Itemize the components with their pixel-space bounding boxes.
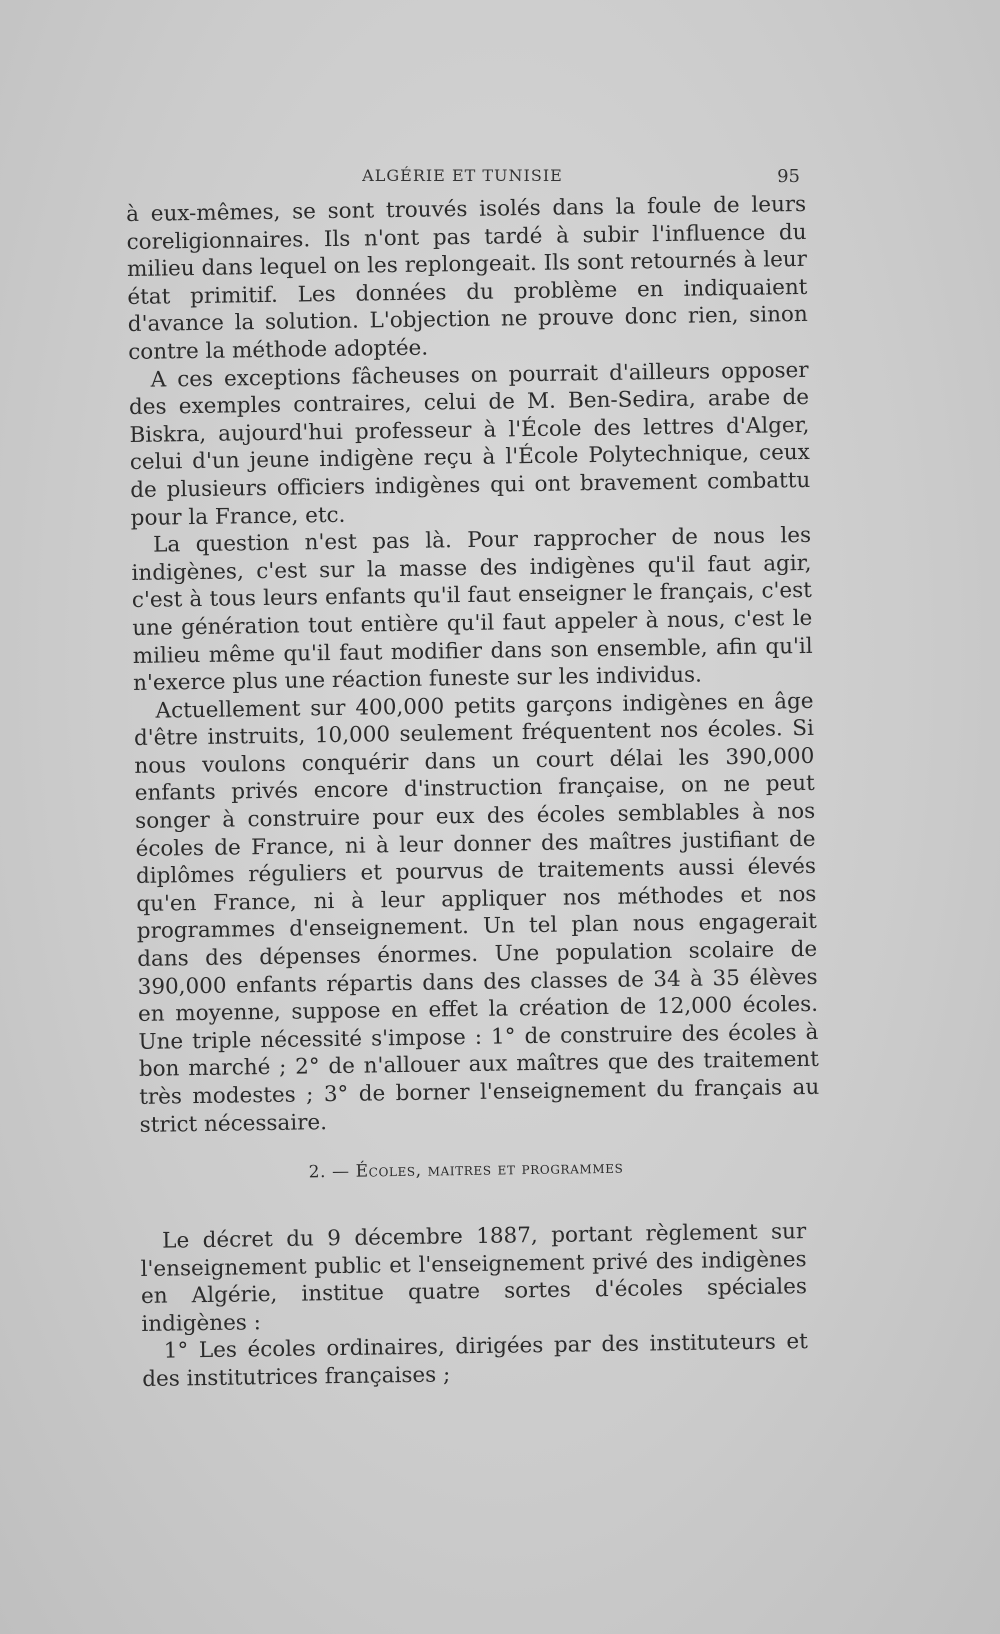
paragraph: Le décret du 9 décembre 1887, portant règlement sur l'enseignement public et l'enseignement privé des indigènes en Algérie, institue quatre sortes d'écoles spéciales indigènes : xyxy=(140,1219,808,1337)
paragraph: La question n'est pas là. Pour rapprocher de nous les indigènes, c'est sur la masse des indigènes qu'il faut agir, c'est à tous leurs enfants qu'il faut enseigner le français, c'est une génération tout entière qu'il faut appeler à nous, c'est le milieu même qu'il faut modifier dans son ensemble, afin qu'il n'exerce plus une réaction funeste sur les individus. xyxy=(131,523,813,697)
section-number: 2. — xyxy=(308,1161,350,1183)
paragraph: à eux-mêmes, se sont trouvés isolés dans la foule de leurs coreligionnaires. Ils n'ont pas tardé à subir l'influence du milieu dans lequel on les replongeait. Ils sont retournés à leur état primitif. Les données du problème en indiquaient d'avance la solution. L'objection ne prouve donc rien, sinon contre la méthode adoptée. xyxy=(126,191,808,365)
running-title: ALGÉRIE ET TUNISIE xyxy=(362,166,563,185)
page-number: 95 xyxy=(777,166,800,187)
section-title: Écoles, maitres et programmes xyxy=(355,1157,624,1182)
page-header xyxy=(125,166,800,192)
paragraph: Actuellement sur 400,000 petits garçons indigènes en âge d'être instruits, 10,000 seulement fréquentent nos écoles. Si nous voulons conquérir dans un court délai les 390,000 enfants privés encore d'instruction française, on ne peut songer à construire pour eux des écoles semblables à nos écoles de France, ni à leur donner des maîtres justifiant de diplômes réguliers et pourvus de traitements aussi élevés qu'en France, ni à leur appliquer nos méthodes et nos programmes d'enseignement. Un tel plan nous engagerait dans des dépenses énormes. Une population scolaire de 390,000 enfants répartis dans des classes de 34 à 35 élèves en moyenne, suppose en effet la création de 12,000 écoles. Une triple nécessité s'impose : 1° de construire des écoles à bon marché ; 2° de n'allouer aux maîtres que des traitement très modestes ; 3° de borner l'enseignement du français au strict nécessaire. xyxy=(133,688,820,1138)
paragraph: 1° Les écoles ordinaires, dirigées par des instituteurs et des institutrices françaises ; xyxy=(142,1329,808,1392)
section-text-block xyxy=(140,1218,808,1393)
paragraph: A ces exceptions fâcheuses on pourrait d'ailleurs opposer des exemples contraires, celui de M. Ben-Sedira, arabe de Biskra, aujourd'hui professeur à l'École des lettres d'Alger, celui d'un jeune indigène reçu à l'École Polytechnique, ceux de plusieurs officiers indigènes qui ont bravement combattu pour la France, etc. xyxy=(128,357,811,531)
section-heading xyxy=(126,1155,806,1185)
main-text-block xyxy=(126,191,820,1139)
